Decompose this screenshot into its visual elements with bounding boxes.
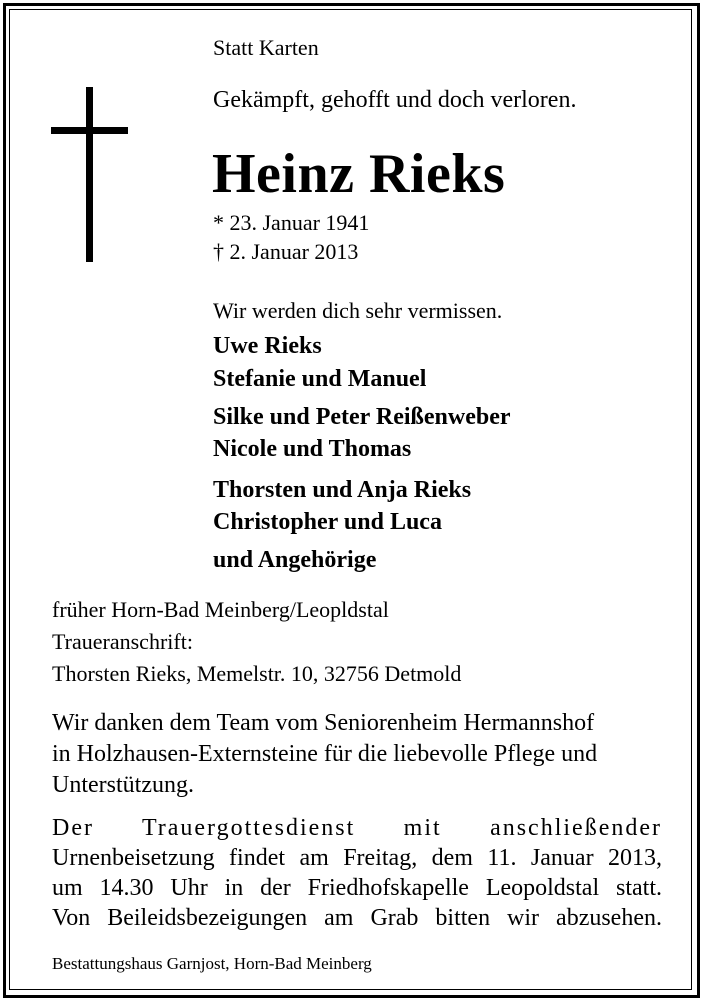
- mourner-name: Christopher und Luca: [213, 509, 442, 535]
- deceased-name: Heinz Rieks: [212, 143, 506, 205]
- death-date: † 2. Januar 2013: [213, 239, 359, 264]
- mourner-name: Silke und Peter Reißenweber: [213, 404, 511, 430]
- address-label: Traueranschrift:: [52, 629, 193, 654]
- mourner-name: Nicole und Thomas: [213, 436, 412, 462]
- mourners-intro: Wir werden dich sehr vermissen.: [213, 298, 503, 323]
- statt-karten: Statt Karten: [213, 35, 319, 60]
- former-residence: früher Horn-Bad Meinberg/Leopldstal: [52, 597, 389, 622]
- birth-date: * 23. Januar 1941: [213, 210, 370, 235]
- undertaker: Bestattungshaus Garnjost, Horn-Bad Meinberg: [52, 954, 372, 973]
- thanks-line: in Holzhausen-Externsteine für die liebevolle Pflege und: [52, 741, 598, 767]
- mourner-name: und Angehörige: [213, 547, 377, 573]
- mourner-name: Thorsten und Anja Rieks: [213, 477, 472, 503]
- service-line: Der Trauergottesdienst mit anschließender: [52, 815, 662, 841]
- mourner-name: Uwe Rieks: [213, 333, 322, 359]
- mourner-name: Stefanie und Manuel: [213, 366, 427, 392]
- thanks-line: Unterstützung.: [52, 772, 194, 798]
- thanks-line: Wir danken dem Team vom Seniorenheim Hermannshof: [52, 710, 595, 736]
- cross-vertical-bar: [86, 87, 93, 262]
- service-line: um 14.30 Uhr in der Friedhofskapelle Leopoldstal statt.: [52, 875, 662, 901]
- service-line: Von Beileidsbezeigungen am Grab bitten wir abzusehen.: [52, 905, 662, 931]
- cross-horizontal-bar: [51, 127, 128, 134]
- service-line: Urnenbeisetzung findet am Freitag, dem 11. Januar 2013,: [52, 845, 662, 871]
- motto: Gekämpft, gehofft und doch verloren.: [213, 87, 577, 113]
- address-line: Thorsten Rieks, Memelstr. 10, 32756 Detmold: [52, 661, 462, 686]
